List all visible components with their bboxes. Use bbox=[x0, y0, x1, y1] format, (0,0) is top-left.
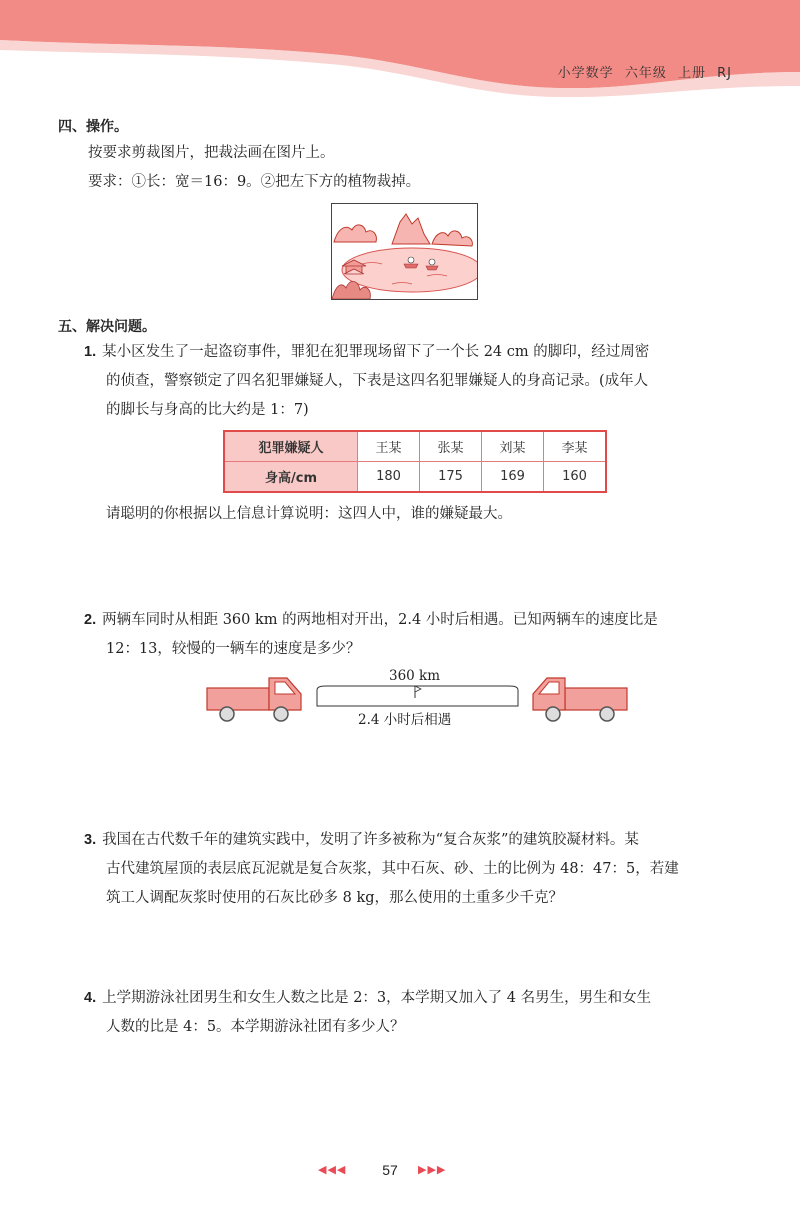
table-cell-height: 160 bbox=[544, 462, 607, 493]
landscape-illustration-icon bbox=[332, 204, 477, 299]
distance-label: 360 km bbox=[389, 668, 441, 684]
question-1-text-1: 某小区发生了一起盗窃事件，罪犯在犯罪现场留下了一个长 24 cm 的脚印，经过周密 bbox=[102, 344, 650, 360]
question-2-line-2: 12：13，较慢的一辆车的速度是多少？ bbox=[106, 641, 361, 657]
table-cell-height: 180 bbox=[358, 462, 420, 493]
question-4-line-1 bbox=[84, 984, 651, 1012]
section-4-requirement: 要求：①长：宽＝16：9。②把左下方的植物裁掉。 bbox=[88, 174, 421, 190]
question-2-text-1: 两辆车同时从相距 360 km 的两地相对开出，2.4 小时后相遇。已知两辆车的速度比是 bbox=[102, 612, 658, 628]
flag-icon bbox=[415, 686, 421, 698]
table-cell-name: 张某 bbox=[420, 431, 482, 462]
table-cell-height: 169 bbox=[482, 462, 544, 493]
question-3-number: 3. bbox=[84, 832, 97, 848]
prev-arrows-icon: ◀◀◀ bbox=[318, 1163, 347, 1176]
section-4-instruction: 按要求剪裁图片，把裁法画在图片上。 bbox=[88, 145, 335, 161]
table-cell-name: 李某 bbox=[544, 431, 607, 462]
table-row bbox=[224, 462, 606, 493]
question-2-line-1 bbox=[84, 606, 658, 634]
question-4-line-2: 人数的比是 4：5。本学期游泳社团有多少人？ bbox=[106, 1019, 405, 1035]
question-3-line-2: 古代建筑屋顶的表层底瓦泥就是复合灰浆，其中石灰、砂、土的比例为 48：47：5，若建 bbox=[106, 861, 679, 877]
question-3-line-3: 筑工人调配灰浆时使用的石灰比砂多 8 kg，那么使用的土重多少千克？ bbox=[106, 890, 564, 906]
table-row-header: 身高/cm bbox=[224, 462, 358, 493]
page-number: 57 bbox=[382, 1162, 398, 1178]
question-3-line-1 bbox=[84, 826, 639, 854]
question-2-number: 2. bbox=[84, 612, 97, 628]
table-cell-name: 王某 bbox=[358, 431, 420, 462]
edition-label: RJ bbox=[717, 66, 732, 81]
table-row-header: 犯罪嫌疑人 bbox=[224, 431, 358, 462]
question-3-text-1: 我国在古代数千年的建筑实践中，发明了许多被称为“复合灰浆”的建筑胶凝材料。某 bbox=[102, 832, 639, 848]
question-1-line-1 bbox=[84, 338, 649, 366]
section-4-title: 四、操作。 bbox=[58, 119, 128, 135]
suspect-height-table bbox=[223, 430, 607, 493]
next-arrows-icon: ▶▶▶ bbox=[418, 1163, 447, 1176]
book-info bbox=[558, 62, 732, 81]
table-row bbox=[224, 431, 606, 462]
question-1-line-2: 的侦查，警察锁定了四名犯罪嫌疑人，下表是这四名犯罪嫌疑人的身高记录。(成年人 bbox=[106, 373, 649, 389]
landscape-picture bbox=[331, 203, 478, 300]
meeting-diagram bbox=[205, 668, 630, 730]
table-cell-height: 175 bbox=[420, 462, 482, 493]
grade-label: 六年级 bbox=[624, 66, 667, 81]
table-cell-name: 刘某 bbox=[482, 431, 544, 462]
volume-label: 上册 bbox=[677, 66, 706, 81]
question-4-number: 4. bbox=[84, 990, 97, 1006]
header-banner bbox=[0, 0, 800, 100]
question-1-number: 1. bbox=[84, 344, 97, 360]
section-5-title: 五、解决问题。 bbox=[58, 319, 156, 335]
question-1-ask: 请聪明的你根据以上信息计算说明：这四人中，谁的嫌疑最大。 bbox=[106, 506, 512, 522]
truck-icon bbox=[533, 678, 627, 721]
truck-icon bbox=[207, 678, 301, 721]
time-label: 2.4 小时后相遇 bbox=[358, 712, 452, 728]
subject-label: 小学数学 bbox=[557, 66, 614, 81]
question-1-line-3: 的脚长与身高的比大约是 1：7) bbox=[106, 402, 309, 418]
question-4-text-1: 上学期游泳社团男生和女生人数之比是 2：3，本学期又加入了 4 名男生，男生和女生 bbox=[102, 990, 652, 1006]
